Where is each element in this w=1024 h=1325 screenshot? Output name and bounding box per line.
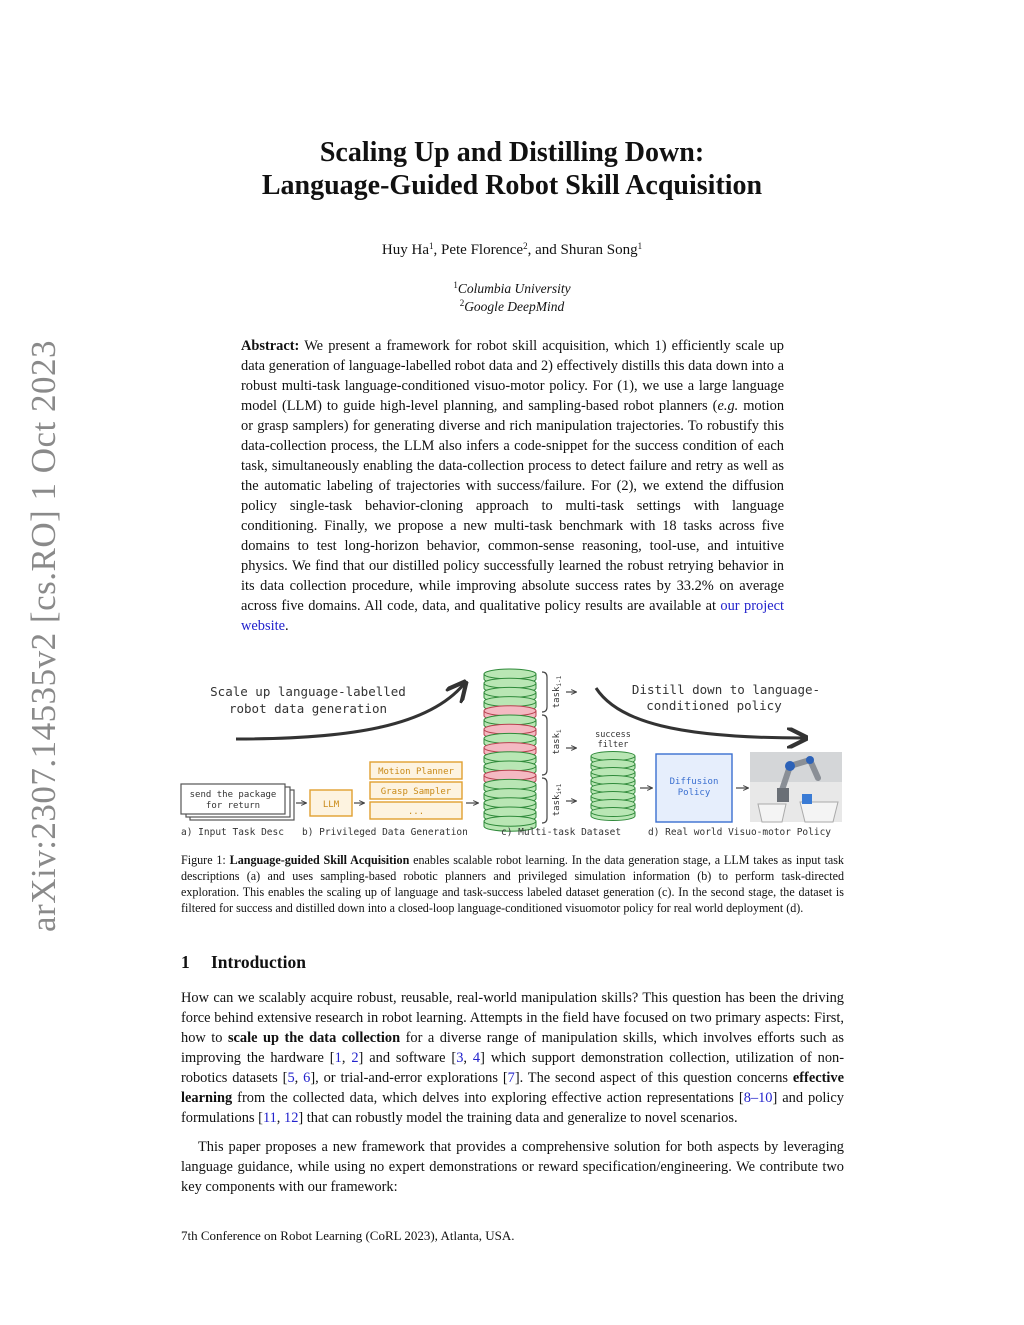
text: , — [294, 1070, 304, 1086]
paragraph: This paper proposes a new framework that provides a comprehensive solution for both aspects by leveraging language guidance, while using no expert demonstrations or reward specification/engineering. We contribute two key components with our framework: — [181, 1139, 844, 1195]
dataset-disk-top — [484, 779, 536, 789]
figure-label-b: b) Privileged Data Generation — [302, 827, 468, 838]
diffusion-policy-text-2: Policy — [677, 788, 711, 798]
citation-link[interactable]: 11 — [262, 1110, 277, 1126]
affiliation — [180, 280, 844, 298]
project-website-link[interactable]: our project website — [241, 598, 784, 634]
author-list — [180, 242, 844, 259]
section-title: Introduction — [211, 952, 306, 972]
dataset-stack — [484, 669, 536, 831]
distill-text-2: conditioned policy — [646, 698, 782, 713]
dataset-disk-top — [484, 669, 536, 679]
task-cur-label: task$_i$ — [552, 729, 563, 755]
text: , — [463, 1050, 473, 1066]
input-text-1: send the package — [189, 790, 277, 800]
arxiv-identifier: arXiv:2307.14535v2 [cs.RO] 1 Oct 2023 — [24, 339, 63, 932]
author-separator: , and — [527, 242, 561, 258]
title-line-2: Language-Guided Robot Skill Acquisition — [261, 170, 763, 201]
citation-link[interactable]: 8–10 — [743, 1090, 773, 1106]
text: ], or trial-and-error explorations [ — [310, 1070, 508, 1086]
caption-text: enables scalable robot learning. In the data generation stage, a LLM takes as input task descriptions (a) and uses sampling-based robotic planners and privileged simulation information (b) to perform task-directed exploration. This enables the scaling up of language and task-success labeled dataset generation (c). In the second stage, the dataset is filtered for success and distilled down into a closed-loop language-conditioned visuomotor policy for real world deployment (d). — [181, 853, 844, 915]
dataset-disk-top — [484, 724, 536, 734]
bracket-task-cur — [542, 715, 547, 775]
bracket-task-prev — [542, 672, 547, 712]
robot-photo — [750, 752, 842, 822]
photo-robot-joint — [806, 756, 814, 764]
task-prev-label: task$_{i-1}$ — [552, 675, 563, 709]
text: from the collected data, which delves into exploring effective action representations [ — [232, 1090, 744, 1106]
dataset-disk-top — [484, 770, 536, 780]
citation-link[interactable]: 1 — [334, 1050, 342, 1066]
emphasis: scale up the data collection — [227, 1030, 401, 1046]
text: , — [276, 1110, 284, 1126]
dataset-disk-top — [591, 808, 635, 817]
dataset-disk-top — [484, 687, 536, 697]
dataset-disk-top — [484, 678, 536, 688]
text: , — [341, 1050, 352, 1066]
abstract-text: motion or grasp samplers) for generating diverse and rich manipulation trajectories. To robustify this data-collection process, the LLM also infers a code-snippet for the success condition of each task, simultaneously enabling the data-collection process to detect failure and retry as well as the automatic labeling of trajectories with success/failure. For (2), we extend the diffusion policy single-task behavior-cloning approach to multi-task settings with language conditioning. Finally, we propose a new multi-task benchmark with 18 tasks across five domains to test long-horizon behavior, common-sense reasoning, tool-use, and intuitive physics. We find that our distilled policy successfully learned the robust retrying behavior in its data collection procedure, while improving absolute success rates by 33.2% on average across five domains. All code, data, and qualitative policy results are available at — [241, 398, 785, 614]
figure-diagram — [178, 662, 846, 842]
affiliation-number: 2 — [459, 298, 465, 308]
dataset-disk-top — [484, 807, 536, 817]
author-name: Pete Florence — [441, 242, 524, 258]
figure-label-a: a) Input Task Desc — [181, 827, 284, 838]
text: ] which support demonstration collection, utilization of non-robotics datasets [ — [181, 1050, 845, 1086]
paragraph — [181, 988, 844, 1128]
diffusion-policy-text-1: Diffusion — [669, 777, 719, 787]
author-affil-mark: 1 — [637, 241, 643, 251]
citation-link[interactable]: 7 — [507, 1070, 515, 1086]
citation-link[interactable]: 4 — [472, 1050, 481, 1066]
success-filter-text-2: filter — [597, 740, 629, 750]
photo-bin-right — [800, 802, 838, 822]
caption-bold: Language-guided Skill Acquisition — [229, 853, 410, 867]
scale-up-text-1: Scale up language-labelled — [210, 684, 406, 699]
affiliation — [180, 298, 844, 316]
motion-planner-label: Motion Planner — [378, 767, 454, 777]
abstract-label: Abstract: — [241, 338, 300, 354]
author-name: Shuran Song — [560, 242, 638, 258]
dataset-disk-top — [484, 789, 536, 799]
author-affil-mark: 1 — [429, 241, 434, 251]
text: ] and software [ — [358, 1050, 457, 1066]
paper-title — [180, 136, 844, 202]
citation-link[interactable]: 6 — [303, 1070, 311, 1086]
affiliation-number: 1 — [453, 280, 458, 290]
text: ] that can robustly model the training data and generalize to novel scenarios. — [298, 1110, 738, 1126]
scale-up-text-2: robot data generation — [228, 701, 388, 716]
emphasis: effective learning — [181, 1070, 844, 1106]
dataset-disk-top — [484, 715, 536, 725]
abstract-text: We present a framework for robot skill acquisition, which 1) efficiently scale up data generation of language-labelled robot data and 2) effectively distills this data down into a robust multi-task language-conditioned visuo-motor policy. For (1), we use a large language model (LLM) to guide high-level planning, and sampling-based robot planners ( — [241, 338, 784, 414]
dataset-disk-top — [484, 761, 536, 771]
author-separator: , — [433, 242, 441, 258]
success-filter-text-1: success — [595, 730, 631, 740]
dataset-disk-top — [484, 816, 536, 826]
figure-caption — [181, 852, 844, 916]
dataset-disk-top — [484, 697, 536, 707]
figure-1 — [178, 662, 846, 842]
conference-footer: 7th Conference on Robot Learning (CoRL 2023), Atlanta, USA. — [181, 1228, 515, 1243]
llm-label: LLM — [322, 800, 340, 810]
citation-link[interactable]: 5 — [287, 1070, 295, 1086]
abstract-text: . — [284, 618, 289, 634]
input-text-2: for return — [205, 801, 261, 811]
text: ]. The second aspect of this question concerns — [514, 1070, 793, 1086]
filtered-stack — [591, 752, 635, 821]
dataset-disk-top — [484, 798, 536, 808]
photo-robot-base — [777, 788, 789, 802]
distill-text-1: Distill down to language- — [631, 682, 821, 697]
caption-label: Figure 1: — [181, 853, 226, 867]
dataset-disk-top — [484, 752, 536, 762]
text: for a diverse range of manipulation skills, which involves efforts such as improving the hardware [ — [181, 1030, 844, 1066]
grasp-sampler-label: Grasp Sampler — [380, 787, 452, 797]
dataset-disk-top — [484, 733, 536, 743]
affiliation-name: Google DeepMind — [464, 299, 565, 314]
affiliations — [180, 280, 844, 316]
abstract — [241, 336, 784, 636]
section-heading — [181, 952, 306, 973]
photo-bin-left — [758, 804, 786, 822]
photo-robot-joint — [785, 761, 795, 771]
citation-link[interactable]: 3 — [456, 1050, 464, 1066]
affiliation-name: Columbia University — [457, 281, 571, 296]
text: ] and policy formulations [ — [181, 1090, 844, 1126]
more-planners-label: ... — [407, 807, 425, 817]
author-affil-mark: 2 — [523, 241, 528, 251]
citation-link[interactable]: 2 — [351, 1050, 359, 1066]
dataset-disk-top — [484, 706, 536, 716]
author-name: Huy Ha — [381, 242, 429, 258]
photo-object — [802, 794, 812, 804]
text: How can we scalably acquire robust, reusable, real-world manipulation skills? This question has been the driving force behind extensive research in robot learning. Attempts in the field have focused on two primary aspects: First, how to — [181, 990, 844, 1046]
figure-label-c: c) Multi-task Dataset — [501, 827, 622, 838]
task-next-label: task$_{i+1}$ — [552, 783, 563, 817]
bracket-task-next — [542, 778, 547, 823]
section-number: 1 — [181, 952, 190, 972]
figure-label-d: d) Real world Visuo-motor Policy — [648, 827, 832, 838]
citation-link[interactable]: 12 — [284, 1110, 299, 1126]
dataset-disk-top — [484, 743, 536, 753]
abstract-eg: e.g. — [717, 398, 739, 414]
title-line-1: Scaling Up and Distilling Down: — [319, 137, 705, 168]
